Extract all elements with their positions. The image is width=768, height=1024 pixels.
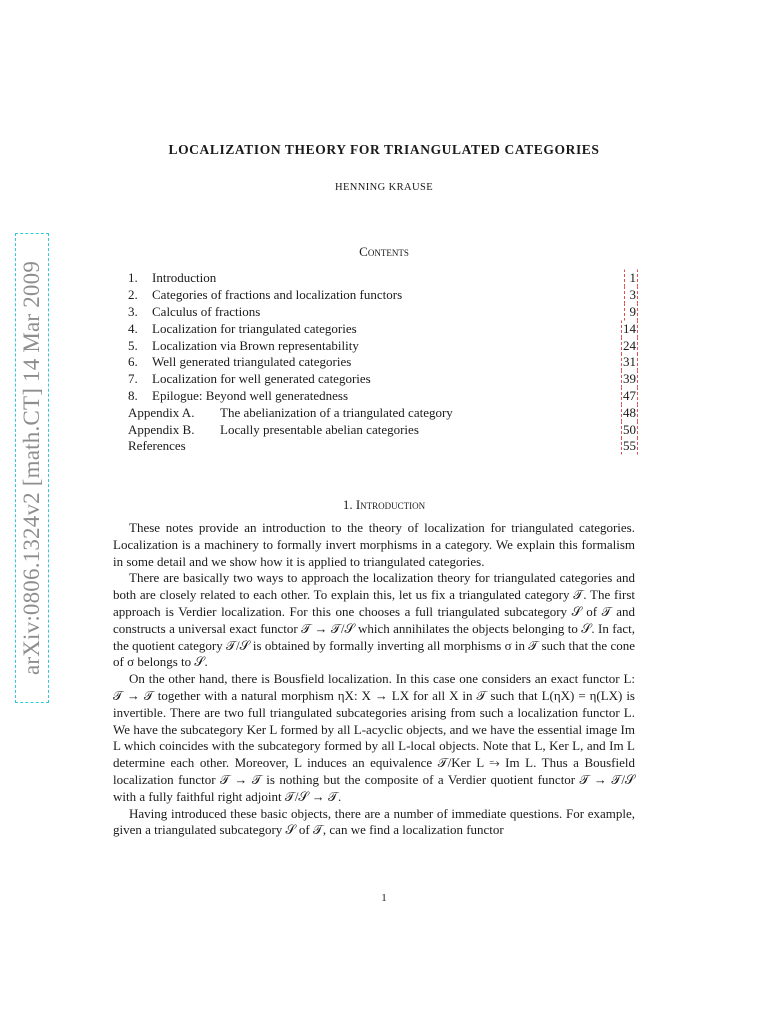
paragraph: These notes provide an introduction to the theory of localization for triangulated categories. Localization is a machinery to formally invert morphisms in a category. We explain this formalism in some detail and we show how it is applied to triangulated categories. (113, 520, 635, 569)
contents-heading: Contents (359, 244, 409, 259)
toc-page-link[interactable]: 55 (623, 438, 636, 454)
toc-number: 6. (128, 354, 138, 370)
toc-page-link[interactable]: 31 (623, 354, 636, 370)
toc-item[interactable] (128, 354, 638, 371)
toc-number: Appendix A. (128, 404, 195, 420)
toc-item[interactable] (128, 270, 638, 287)
toc-page-link[interactable]: 1 (624, 269, 638, 287)
toc-title: Localization for triangulated categories (152, 320, 357, 336)
toc-item[interactable] (128, 304, 638, 321)
toc-title: Locally presentable abelian categories (220, 421, 419, 437)
paper-title: LOCALIZATION THEORY FOR TRIANGULATED CATEGORIES (168, 142, 600, 157)
toc-title: Calculus of fractions (152, 303, 261, 319)
toc-title: Epilogue: Beyond well generatedness (152, 387, 349, 403)
toc-item[interactable] (128, 388, 638, 405)
body-text (113, 520, 635, 839)
toc-title: References (128, 438, 186, 454)
page-number: 1 (381, 892, 387, 904)
toc-number: 5. (128, 337, 138, 353)
toc-item[interactable] (128, 421, 638, 438)
toc-item[interactable] (128, 438, 638, 455)
paragraph: There are basically two ways to approach the localization theory for triangulated categories and both are closely related to each other. To explain this, let us fix a triangulated category 𝒯. The first approach is Verdier localization. For this one chooses a full triangulated subcategory 𝒮 of 𝒯 and constructs a universal exact functor 𝒯 → 𝒯/𝒮 which annihilates the objects belonging to 𝒮. In fact, the quotient category 𝒯/𝒮 is obtained by formally inverting all morphisms σ in 𝒯 such that the cone of σ belongs to 𝒮. (113, 570, 635, 670)
toc-page-link[interactable]: 3 (624, 286, 638, 304)
section-heading: 1. Introduction (342, 497, 426, 512)
toc-number: 2. (128, 287, 138, 303)
toc-page-link[interactable]: 14 (623, 320, 636, 336)
toc-title: Categories of fractions and localization functors (152, 287, 403, 303)
paper-author: HENNING KRAUSE (334, 182, 434, 193)
toc-title: Localization via Brown representability (152, 337, 359, 353)
toc-number: Appendix B. (128, 421, 195, 437)
toc-item[interactable] (128, 287, 638, 304)
toc-number: 3. (128, 303, 138, 319)
toc-title: Well generated triangulated categories (152, 354, 352, 370)
toc-page-link[interactable]: 50 (623, 421, 636, 437)
toc-page-link[interactable]: 39 (623, 371, 636, 387)
toc-page-link[interactable]: 47 (623, 387, 636, 403)
arxiv-stamp[interactable]: arXiv:0806.1324v2 [math.CT] 14 Mar 2009 (15, 233, 49, 703)
toc-item[interactable] (128, 337, 638, 354)
table-of-contents (128, 270, 638, 455)
arxiv-stamp-container (14, 232, 50, 704)
toc-number: 7. (128, 371, 138, 387)
toc-number: 1. (128, 270, 138, 286)
toc-page-link[interactable]: 48 (623, 404, 636, 420)
toc-page-link[interactable]: 9 (624, 303, 638, 321)
toc-number: 4. (128, 320, 138, 336)
paragraph: Having introduced these basic objects, there are a number of immediate questions. For example, given a triangulated subcategory 𝒮 of 𝒯, can we find a localization functor (113, 805, 635, 838)
toc-title: Localization for well generated categories (152, 371, 371, 387)
toc-title: Introduction (152, 270, 217, 286)
toc-number: 8. (128, 387, 138, 403)
paragraph: On the other hand, there is Bousfield localization. In this case one considers an exact functor L: 𝒯 → 𝒯 together with a natural morphism ηX: X → LX for all X in 𝒯 such that L(ηX) = η(LX) is invertible. There are two full triangulated subcategories arising from such a localization functor L. We have the subcategory Ker L formed by all L-acyclic objects, and we have the essential image Im L which coincides with the subcategory formed by all L-local objects. Note that L, Ker L, and Im L determine each other. Moreover, L induces an equivalence 𝒯/Ker L ⥲ Im L. Thus a Bousfield localization functor 𝒯 → 𝒯 is nothing but the composite of a Verdier quotient functor 𝒯 → 𝒯/𝒮 with a fully faithful right adjoint 𝒯/𝒮 → 𝒯. (113, 671, 635, 804)
toc-item[interactable] (128, 371, 638, 388)
toc-title: The abelianization of a triangulated category (220, 404, 453, 420)
toc-item[interactable] (128, 404, 638, 421)
toc-item[interactable] (128, 320, 638, 337)
toc-page-link[interactable]: 24 (623, 337, 636, 353)
